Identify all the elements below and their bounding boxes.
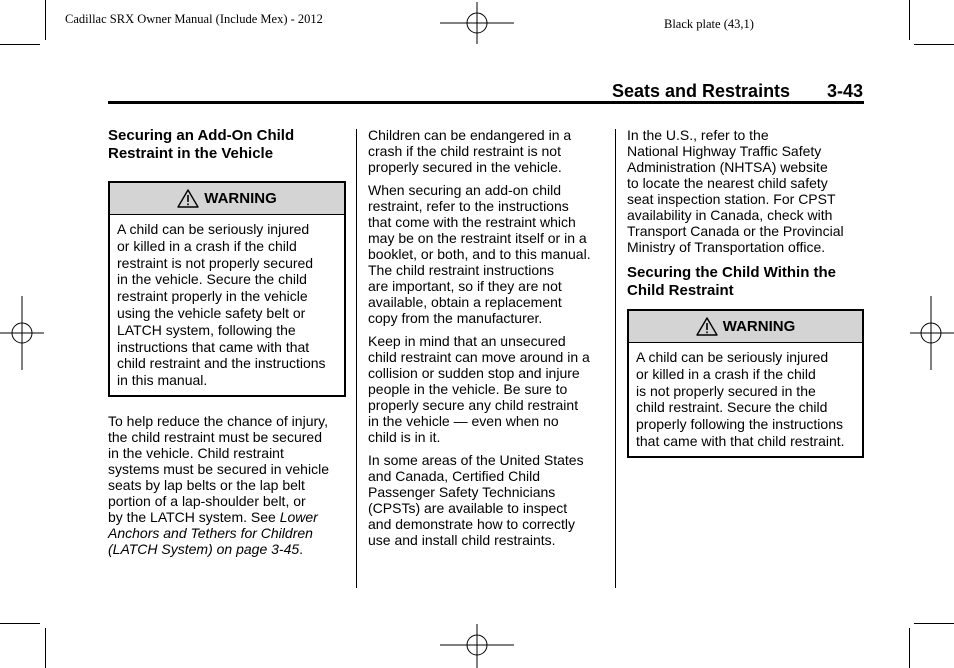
warning-label: WARNING	[204, 189, 277, 207]
crop-mark	[45, 628, 46, 668]
warning-label: WARNING	[722, 317, 796, 335]
section-title: Seats and Restraints	[612, 81, 791, 101]
registration-mark-icon	[910, 296, 954, 370]
crop-mark	[0, 623, 40, 624]
warning-box	[108, 181, 346, 397]
crop-mark	[914, 623, 954, 624]
crop-mark	[0, 44, 40, 45]
warning-triangle-icon	[177, 189, 199, 208]
body-paragraph: To help reduce the chance of injury, the child restraint must be secured in the vehicle. Child restraint systems must be secured in vehicle seats by lap belts or the lap belt portion of a lap-shoulder belt, or by the LATCH system. See Lower Anchors and Tethers for Children (LATCH System) on page 3-45.	[108, 413, 346, 557]
cross-reference-link[interactable]: Lower	[279, 508, 318, 525]
plate-label: Black plate (43,1)	[664, 17, 754, 31]
crop-mark	[914, 44, 954, 45]
warning-header	[110, 183, 344, 215]
cross-reference-link[interactable]: Anchors and Tethers for Children	[108, 524, 313, 541]
body-paragraph: When securing an add-on child restraint, refer to the instructions that come with the restraint which may be on the restraint itself or in a booklet, or both, and to this manual. The child restraint instructions are important, so if they are not available, obtain a replacement copy from the manufacturer.	[368, 182, 591, 326]
section-heading: Securing an Add-On Child Restraint in the Vehicle	[108, 127, 295, 162]
registration-mark-icon	[440, 2, 514, 44]
column-divider	[615, 129, 616, 588]
body-paragraph: In the U.S., refer to the National Highway Traffic Safety Administration (NHTSA) website to locate the nearest child safety seat inspection station. For CPST availability in Canada, check with Transport Canada or the Provincial Ministry of Transportation office.	[627, 127, 844, 255]
column-3	[627, 127, 865, 458]
header-rule	[108, 101, 864, 104]
page-number: 3-43	[827, 81, 864, 101]
crop-mark	[909, 0, 910, 40]
registration-mark-icon	[440, 624, 514, 668]
registration-mark-icon	[0, 296, 44, 370]
body-paragraph: In some areas of the United States and Canada, Certified Child Passenger Safety Technicians (CPSTs) are available to inspect and demonstrate how to correctly use and install child restraints.	[368, 452, 584, 548]
cross-reference-link[interactable]: (LATCH System) on page 3-45	[108, 540, 300, 557]
section-heading: Securing the Child Within the Child Restraint	[627, 264, 837, 299]
warning-box	[627, 309, 864, 458]
column-1	[108, 127, 346, 557]
column-2	[368, 127, 608, 548]
document-title: Cadillac SRX Owner Manual (Include Mex) - 2012	[65, 12, 323, 26]
warning-header	[629, 311, 862, 343]
crop-mark	[909, 628, 910, 668]
body-paragraph: Children can be endangered in a crash if the child restraint is not properly secured in the vehicle.	[368, 127, 572, 175]
warning-text: A child can be seriously injured or killed in a crash if the child restraint is not properly secured in the vehicle. Secure the child restraint properly in the vehicle using the vehicle safety belt or LATCH system, following the instructions that came with that child restraint and the instructions in this manual.	[117, 221, 326, 389]
crop-mark	[45, 0, 46, 40]
warning-text: A child can be seriously injured or killed in a crash if the child is not properly secured in the child restraint. Secure the child properly following the instructions that came with that child restraint.	[636, 349, 845, 449]
column-divider	[356, 129, 357, 588]
warning-triangle-icon	[696, 317, 718, 336]
body-paragraph: Keep in mind that an unsecured child restraint can move around in a collision or sudden stop and injure people in the vehicle. Be sure to properly secure any child restraint in the vehicle — even when no child is in it.	[368, 333, 590, 445]
